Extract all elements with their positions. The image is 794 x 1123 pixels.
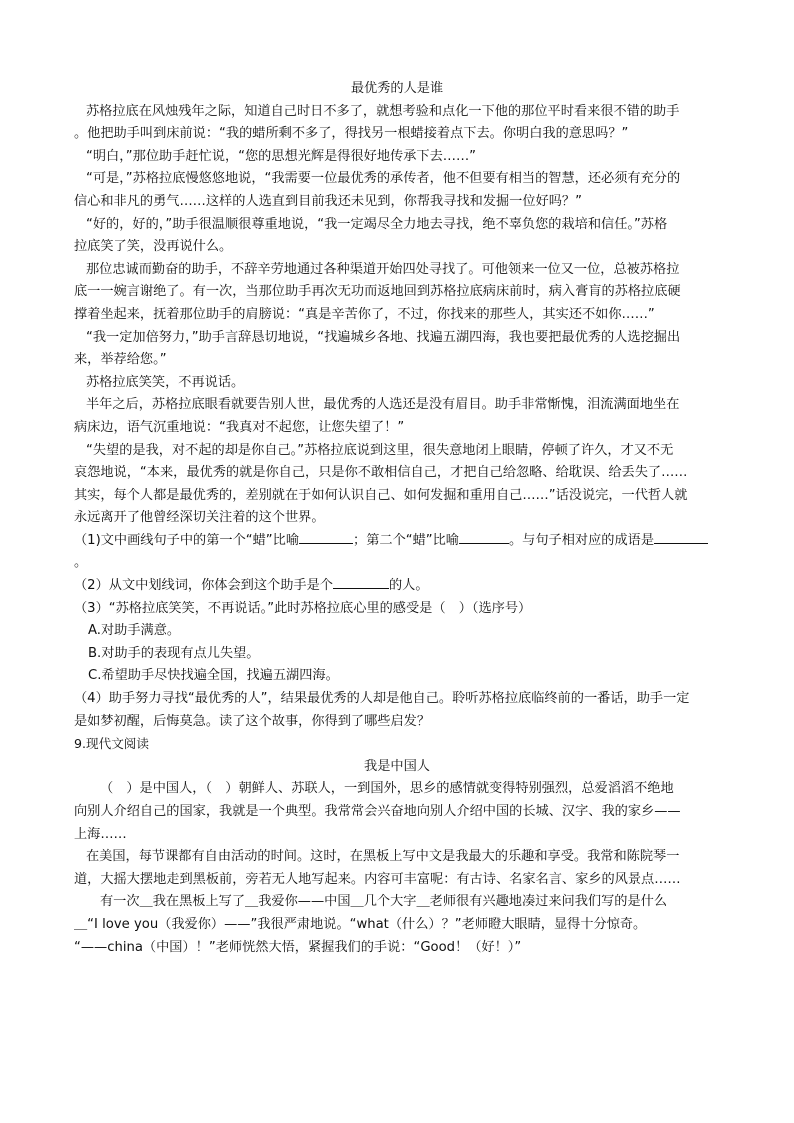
question-text: 。 (74, 555, 88, 571)
question-text: ；第二个“蜡”比喻 (353, 532, 459, 548)
answer-blank[interactable] (333, 576, 389, 589)
question-4-cont: 是如梦初醒，后悔莫急。读了这个故事，你得到了哪些启发？ (74, 713, 431, 729)
question-4: （4）助手努力寻找“最优秀的人”，结果最优秀的人却是他自己。聆听苏格拉底临终前的一番话，助手一定 (74, 691, 690, 707)
paragraph-line: 来，举荐给您。” (74, 352, 167, 368)
paragraph-line: “可是，”苏格拉底慢悠悠地说，“我需要一位最优秀的承传者，他不但要有相当的智慧，还必须有充分的 (86, 171, 681, 187)
paragraph-line: 那位忠诚而勤奋的助手，不辞辛劳地通过各种渠道开始四处寻找了。可他领来一位又一位，总被苏格拉 (86, 261, 680, 277)
paragraph-line: 哀怨地说，“本来，最优秀的就是你自己，只是你不敢相信自己，才把自己给忽略、给耽误、给丢失了…… (74, 465, 688, 481)
question-text: （2）从文中划线词，你体会到这个助手是个 (74, 578, 333, 594)
section-heading: 9.现代文阅读 (74, 736, 149, 752)
answer-blank[interactable] (654, 531, 708, 544)
answer-blank[interactable] (459, 531, 509, 544)
paragraph-line: “好的，好的，”助手很温顺很尊重地说，“我一定竭尽全力地去寻找，绝不辜负您的栽培和信任。”苏格 (86, 216, 668, 232)
paragraph-line: 其实，每个人都是最优秀的，差别就在于如何认识自己、如何发掘和重用自己……”话没说完，一代哲人就 (74, 487, 688, 503)
paragraph-line: “失望的是我，对不起的却是你自己。”苏格拉底说到这里，很失意地闭上眼睛，停顿了许久，才又不无 (86, 442, 674, 458)
question-text: 的人。 (388, 578, 429, 594)
paragraph-line: 有一次＿我在黑板上写了＿我爱你——中国＿几个大字＿老师很有兴趣地凑过来问我们写的是什么 (100, 894, 668, 910)
paragraph-line: 信心和非凡的勇气……这样的人选直到目前我还未见到，你帮我寻找和发掘一位好吗？” (74, 193, 582, 209)
document-page (74, 78, 720, 959)
question-2 (74, 575, 720, 598)
question-text: 。与句子相对应的成语是 (509, 532, 655, 548)
paragraph-line: 病床边，语气沉重地说：“我真对不起您，让您失望了！” (74, 419, 405, 435)
option-b: B.对助手的表现有点儿失望。 (88, 645, 260, 661)
paragraph-line: “我一定加倍努力，”助手言辞恳切地说，“找遍城乡各地、找遍五湖四海，我也要把最优秀的人选挖掘出 (86, 329, 681, 345)
question-text: （1)文中画线句子中的第一个“蜡”比喻 (74, 532, 300, 548)
paragraph-line: 底一一婉言谢绝了。有一次，当那位助手再次无功而返地回到苏格拉底病床前时，病入膏肓的苏格拉底硬 (74, 284, 681, 300)
paragraph-line: 永远离开了他曾经深切关注着的这个世界。 (74, 510, 325, 526)
passage-title: 我是中国人 (364, 758, 430, 774)
paragraph-line: 半年之后，苏格拉底眼看就要告别人世，最优秀的人选还是没有眉目。助手非常惭愧，泪流满面地坐在 (86, 397, 680, 413)
paragraph-line: 。他把助手叫到床前说：“我的蜡所剩不多了，得找另一根蜡接着点下去。你明白我的意思吗？” (74, 126, 629, 142)
option-a: A.对助手满意。 (88, 623, 181, 639)
paragraph-line: “——china（中国）！”老师恍然大悟，紧握我们的手说：“Good！（好！）” (74, 939, 522, 955)
paragraph-line: 在美国，每节课都有自由活动的时间。这时，在黑板上写中文是我最大的乐趣和享受。我常和陈院琴一 (86, 849, 680, 865)
passage-title: 最优秀的人是谁 (350, 81, 444, 96)
paragraph-line: （ ）是中国人，（ ）朝鲜人、苏联人，一到国外，思乡的感情就变得特别强烈，总爱滔滔不绝地 (100, 781, 674, 797)
question-1 (74, 530, 720, 553)
paragraph-line: 拉底笑了笑，没再说什么。 (74, 239, 233, 255)
option-c: C.希望助手尽快找遍全国，找遍五湖四海。 (88, 668, 339, 684)
paragraph-line: 向别人介绍自己的国家，我就是一个典型。我常常会兴奋地向别人介绍中国的长城、汉字、我的家乡—— (74, 804, 681, 819)
paragraph-line: ＿“I love you（我爱你）——”我很严肃地说。“what（什么）？”老师瞪大眼睛，显得十分惊奇。 (74, 916, 647, 932)
paragraph-line: 撑着坐起来，抚着那位助手的肩膀说：“真是辛苦你了，不过，你找来的那些人，其实还不如你……” (74, 306, 655, 322)
paragraph-line: 道，大摇大摆地走到黑板前，旁若无人地写起来。内容可丰富呢：有古诗、名家名言、家乡的风景点…… (74, 871, 681, 887)
paragraph-line: 苏格拉底笑笑，不再说话。 (86, 374, 245, 390)
paragraph-line: “明白，”那位助手赶忙说，“您的思想光辉是得很好地传承下去……” (86, 148, 476, 164)
question-3: （3）“苏格拉底笑笑，不再说话。”此时苏格拉底心里的感受是（ ）（选序号） (74, 600, 532, 616)
answer-blank[interactable] (299, 531, 353, 544)
paragraph-line: 上海…… (74, 826, 127, 842)
paragraph-line: 苏格拉底在风烛残年之际，知道自己时日不多了，就想考验和点化一下他的那位平时看来很不错的助手 (86, 103, 680, 119)
